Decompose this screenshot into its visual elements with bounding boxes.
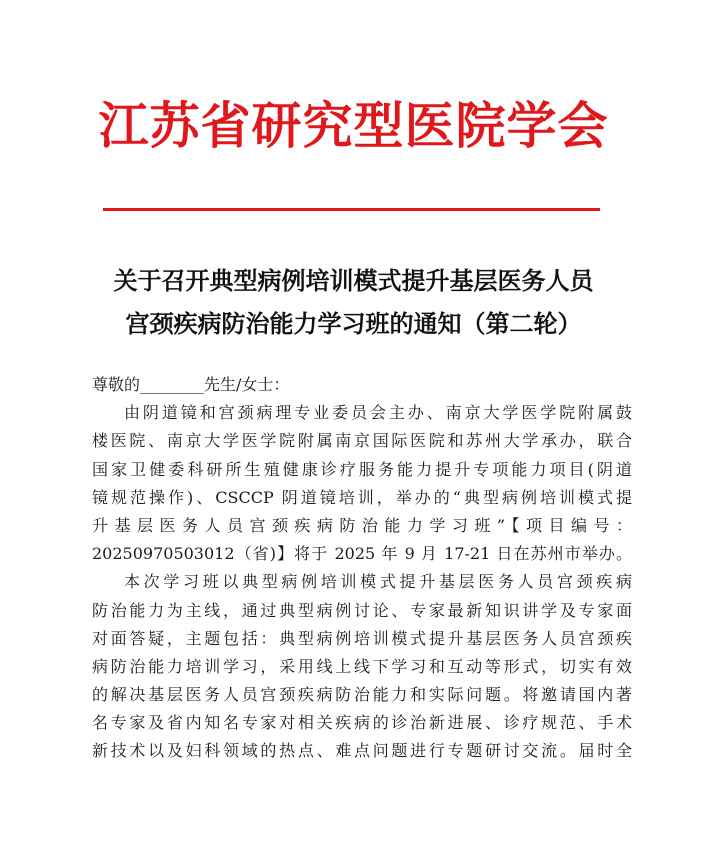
paragraph-2-line: 新技术以及妇科领域的热点、难点问题进行专题研讨交流。届时全 xyxy=(92,741,632,761)
letterhead-org-name: 江苏省研究型医院学会 xyxy=(98,96,609,155)
paragraph-2-line: 名专家及省内知名专家对相关疾病的诊治新进展、诊疗规范、手术 xyxy=(92,713,632,733)
salutation: 尊敬的________先生/女士： xyxy=(92,375,290,394)
paragraph-2-line: 本次学习班以典型病例培训模式提升基层医务人员宫颈疾病 xyxy=(124,572,632,592)
paragraph-1-line: 20250970503012（省)】将于 2025 年 9 月 17-21 日在苏州市举办。 xyxy=(92,544,632,564)
paragraph-1-line: 楼医院、南京大学医学院附属南京国际医院和苏州大学承办，联合 xyxy=(92,431,632,451)
notice-body xyxy=(92,371,632,766)
paragraph-1-line: 升基层医务人员宫颈疾病防治能力学习班”【项目编号： xyxy=(92,515,632,535)
paragraph-2-line: 的解决基层医务人员宫颈疾病防治能力和实际问题。将邀请国内著 xyxy=(92,685,632,705)
notice-title-line-2: 宫颈疾病防治能力学习班的通知（第二轮） xyxy=(125,309,582,338)
paragraph-1-line: 由阴道镜和宫颈病理专业委员会主办、南京大学医学院附属鼓 xyxy=(124,403,632,423)
paragraph-2-line: 防治能力为主线，通过典型病例讨论、专家最新知识讲学及专家面 xyxy=(92,600,632,620)
notice-title xyxy=(0,259,707,345)
paragraph-1-line: 镜规范操作)、CSCCP 阴道镜培训，举办的“典型病例培训模式提 xyxy=(92,487,632,507)
notice-title-line-1: 关于召开典型病例培训模式提升基层医务人员 xyxy=(113,266,594,295)
letterhead-divider xyxy=(103,208,600,211)
paragraph-2-line: 病防治能力培训学习，采用线上线下学习和互动等形式，切实有效 xyxy=(92,656,632,676)
paragraph-1-line: 国家卫健委科研所生殖健康诊疗服务能力提升专项能力项目(阴道 xyxy=(92,459,632,479)
paragraph-2-line: 对面答疑，主题包括：典型病例培训模式提升基层医务人员宫颈疾 xyxy=(92,628,632,648)
